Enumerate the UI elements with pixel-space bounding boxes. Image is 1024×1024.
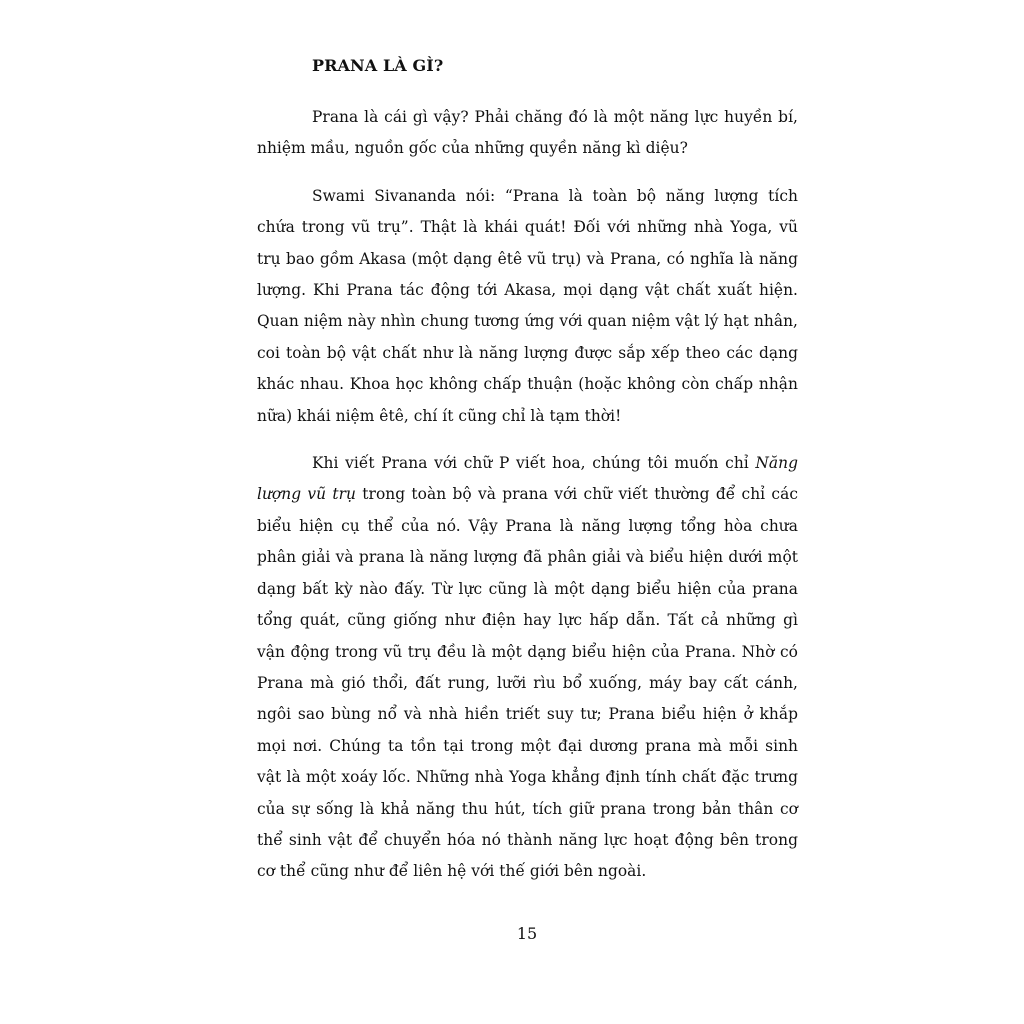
paragraph (257, 181, 798, 432)
paragraph (257, 448, 798, 888)
page-text-block (257, 50, 798, 888)
paragraph-text: trong toàn bộ và prana với chữ viết thường để chỉ các biểu hiện cụ thể của nó. Vậy Prana là năng lượng tổng hòa chưa phân giải và prana là năng lượng đã phân giải và biểu hiện dưới một dạng bất kỳ nào đấy. Từ lực cũng là một dạng biểu hiện của prana tổng quát, cũng giống như điện hay lực hấp dẫn. Tất cả những gì vận động trong vũ trụ đều là một dạng biểu hiện của Prana. Nhờ có Prana mà gió thổi, đất rung, lưỡi rìu bổ xuống, máy bay cất cánh, ngôi sao bùng nổ và nhà hiền triết suy tư; Prana biểu hiện ở khắp mọi nơi. Chúng ta tồn tại trong một đại dương prana mà mỗi sinh vật là một xoáy lốc. Những nhà Yoga khẳng định tính chất đặc trưng của sự sống là khả năng thu hút, tích giữ prana trong bản thân cơ thể sinh vật để chuyển hóa nó thành năng lực hoạt động bên trong cơ thể cũng như để liên hệ với thế giới bên ngoài. (257, 485, 799, 881)
page-heading: PRANA LÀ GÌ? (312, 56, 444, 75)
italic-phrase: Năng lượng vũ trụ (257, 454, 798, 504)
paragraph (257, 102, 798, 165)
paragraph-text: Swami Sivananda nói: “Prana là toàn bộ năng lượng tích chứa trong vũ trụ”. Thật là khái quát! Đối với những nhà Yoga, vũ trụ bao gồm Akasa (một dạng êtê vũ trụ) và Prana, có nghĩa là năng lượng. Khi Prana tác động tới Akasa, mọi dạng vật chất xuất hiện. Quan niệm này nhìn chung tương ứng với quan niệm vật lý hạt nhân, coi toàn bộ vật chất như là năng lượng được sắp xếp theo các dạng khác nhau. Khoa học không chấp thuận (hoặc không còn chấp nhận nữa) khái niệm êtê, chí ít cũng chỉ là tạm thời! (257, 186, 798, 425)
paragraph-text: Prana là cái gì vậy? Phải chăng đó là một năng lực huyền bí, nhiệm mầu, nguồn gốc của những quyền năng kì diệu? (257, 108, 798, 158)
paragraph-text: Khi viết Prana với chữ P viết hoa, chúng tôi muốn chỉ (312, 454, 756, 473)
page-number: 15 (516, 924, 538, 943)
